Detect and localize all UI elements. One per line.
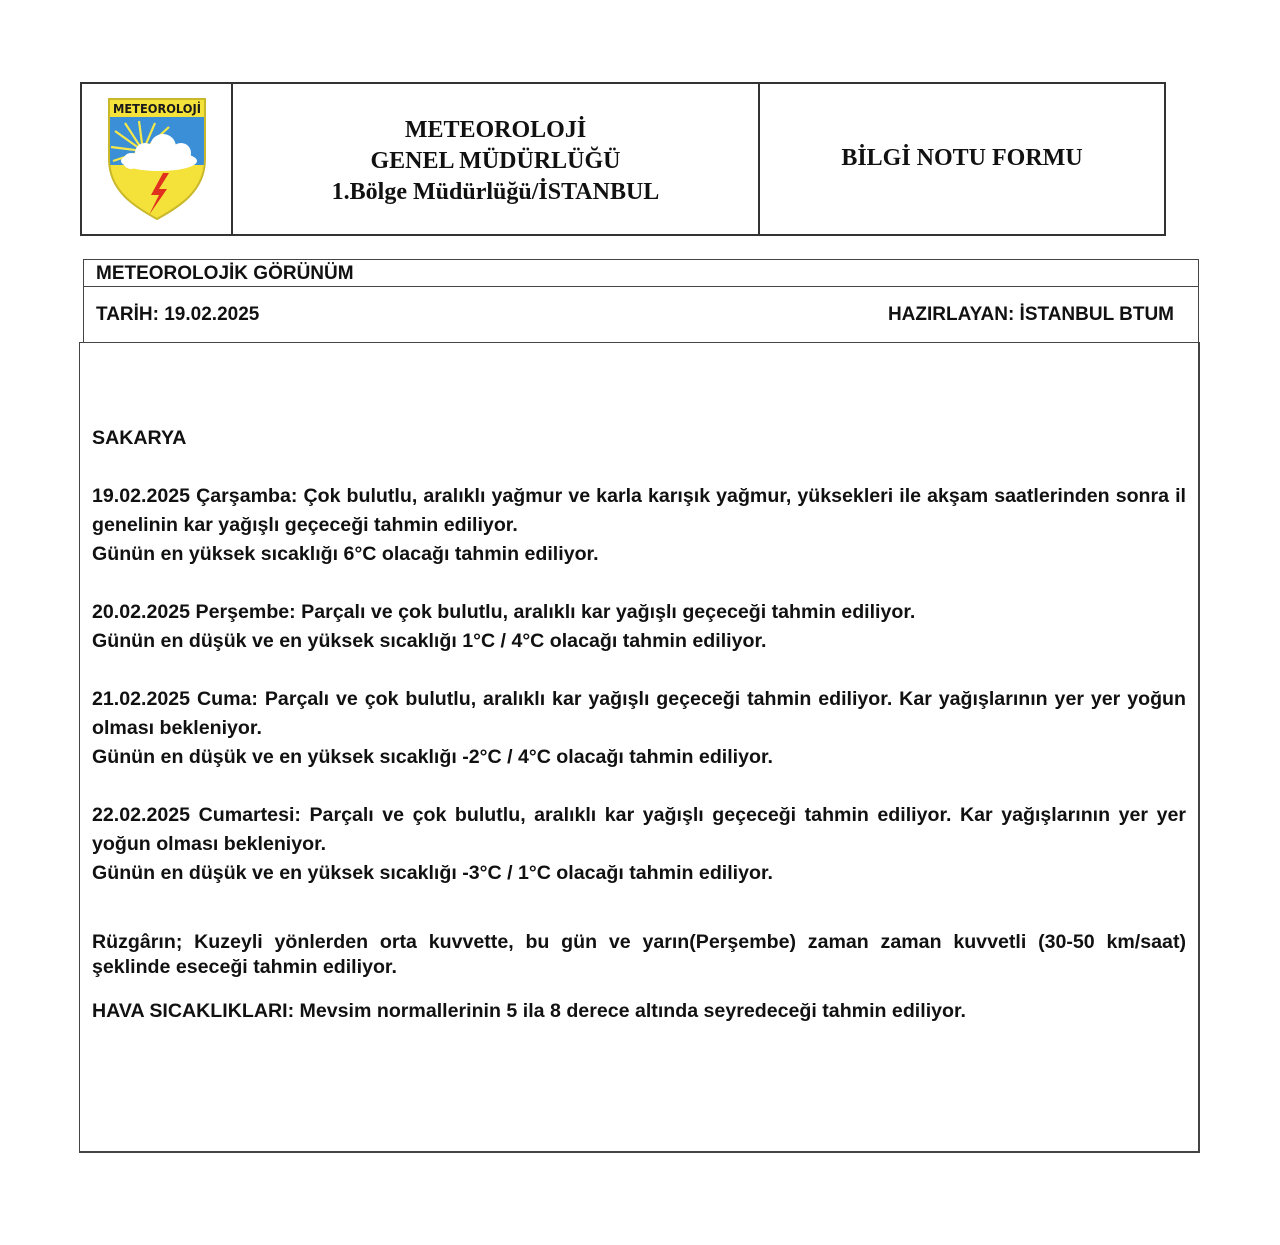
logo-cell — [82, 84, 233, 234]
forecast-temperature: Günün en yüksek sıcaklığı 6°C olacağı tahmin ediliyor. — [92, 543, 599, 565]
forecast-description: 20.02.2025 Perşembe: Parçalı ve çok bulutlu, aralıklı kar yağışlı geçeceği tahmin ediliyor. — [92, 601, 916, 623]
meteoroloji-shield-logo-icon — [105, 95, 209, 223]
forecast-day — [92, 801, 1186, 888]
wind-forecast: Rüzgârın; Kuzeyli yönlerden orta kuvvette, bu gün ve yarın(Perşembe) zaman zaman kuvvetli (30-50 km/saat) şeklinde eseceği tahmin ediliyor. — [92, 931, 1186, 978]
forecast-body — [79, 342, 1200, 1153]
org-line-2: GENEL MÜDÜRLÜĞÜ — [370, 147, 621, 174]
forecast-description: 21.02.2025 Cuma: Parçalı ve çok bulutlu, aralıklı kar yağışlı geçeceği tahmin ediliyor. Kar yağışlarının yer yer yoğun olması bekleniyor. — [92, 688, 1186, 739]
section-title: METEOROLOJİK GÖRÜNÜM — [84, 260, 1198, 287]
forecast-temperature: Günün en düşük ve en yüksek sıcaklığı 1°C / 4°C olacağı tahmin ediliyor. — [92, 630, 767, 652]
forecast-day — [92, 598, 1186, 656]
form-title: BİLGİ NOTU FORMU — [841, 144, 1083, 171]
organization-name — [233, 84, 760, 234]
info-table — [83, 259, 1199, 343]
forecast-day — [92, 482, 1186, 569]
document-header — [80, 82, 1166, 236]
forecast-day — [92, 685, 1186, 772]
forecast-temperature: Günün en düşük ve en yüksek sıcaklığı -2°C / 4°C olacağı tahmin ediliyor. — [92, 746, 773, 768]
logo-text: METEOROLOJİ — [112, 101, 201, 116]
forecast-content — [92, 424, 1186, 1026]
info-row — [84, 287, 1198, 343]
region-title: SAKARYA — [92, 427, 187, 449]
temperatures-note: HAVA SICAKLIKLARI: Mevsim normallerinin 5 ila 8 derece altında seyredeceği tahmin ediliyor. — [92, 1000, 966, 1022]
forecast-description: 19.02.2025 Çarşamba: Çok bulutlu, aralıklı yağmur ve karla karışık yağmur, yüksekleri ile akşam saatlerinden sonra il genelinin kar yağışlı geçeceği tahmin ediliyor. — [92, 485, 1186, 536]
org-line-1: METEOROLOJİ — [404, 116, 587, 143]
prepared-by-label: HAZIRLAYAN: İSTANBUL BTUM — [887, 304, 1174, 325]
org-line-3: 1.Bölge Müdürlüğü/İSTANBUL — [331, 178, 660, 205]
forecast-temperature: Günün en düşük ve en yüksek sıcaklığı -3°C / 1°C olacağı tahmin ediliyor. — [92, 862, 773, 884]
forecast-description: 22.02.2025 Cumartesi: Parçalı ve çok bulutlu, aralıklı kar yağışlı geçeceği tahmin ediliyor. Kar yağışlarının yer yer yoğun olması bekleniyor. — [92, 804, 1186, 855]
date-label: TARİH: 19.02.2025 — [96, 304, 260, 325]
